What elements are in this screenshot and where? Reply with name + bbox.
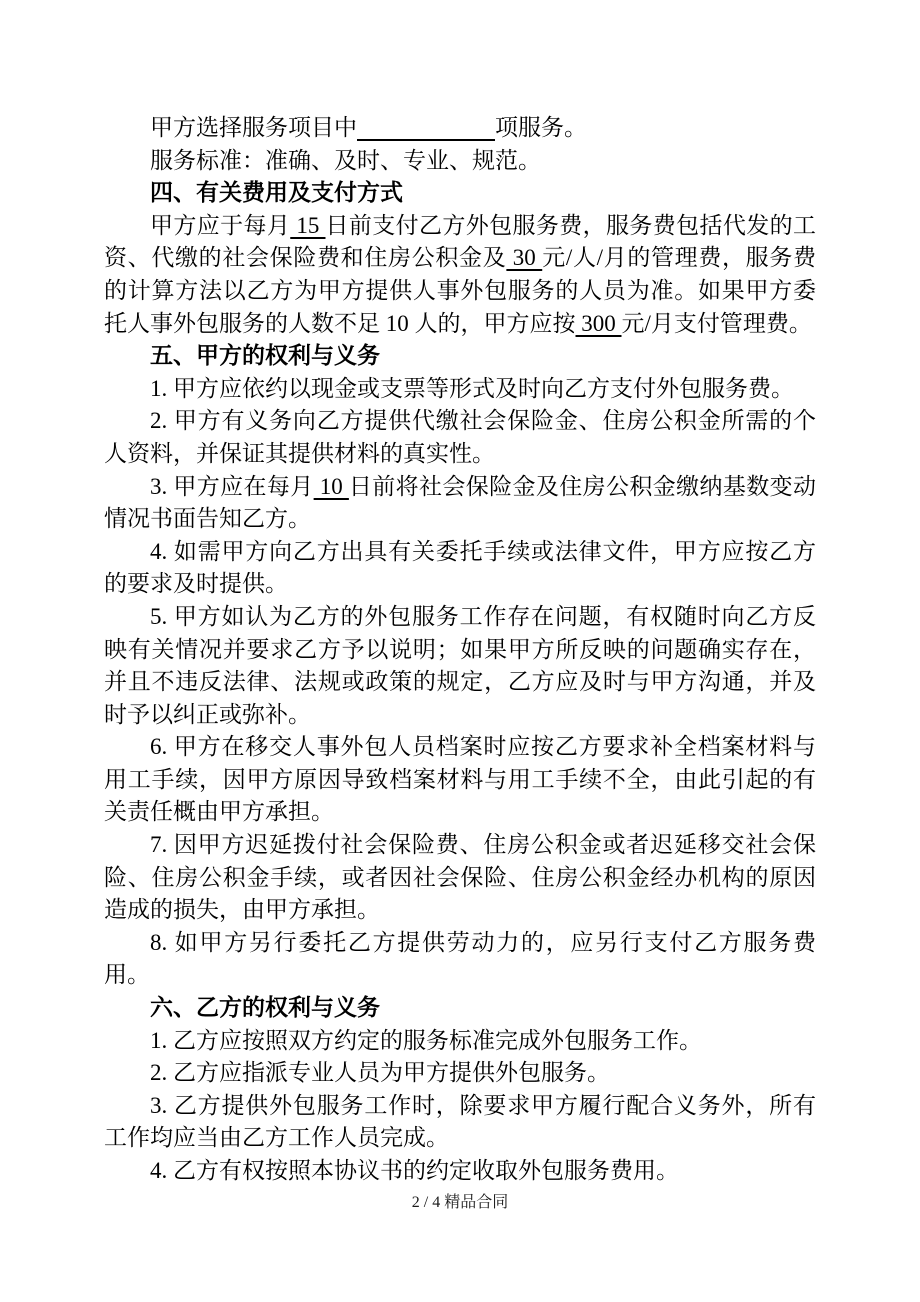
paragraph	[104, 536, 816, 601]
text-run: 6. 甲方在移交人事外包人员档案时应按乙方要求补全档案材料与用工手续，因甲方原因导致档案材料与用工手续不全，由此引起的有关责任概由甲方承担。	[104, 734, 816, 825]
text-run: 六、乙方的权利与义务	[150, 995, 380, 1021]
text-run: 项服务。	[495, 115, 587, 140]
text-run: 5. 甲方如认为乙方的外包服务工作存在问题，有权随时向乙方反映有关情况并要求乙方予以说明；如果甲方所反映的问题确实存在，并且不违反法律、法规或政策的规定，乙方应及时与甲方沟通，并及时予以纠正或弥补。	[104, 603, 816, 727]
section-heading	[104, 177, 816, 210]
paragraph	[104, 1155, 816, 1188]
text-run: 日前支付乙方外包服务费，服务费包括代发的工资、代缴的社会保险费和住房公积金及	[104, 212, 816, 271]
text-run: 元/月支付管理费。	[621, 310, 812, 336]
paragraph	[104, 405, 816, 470]
text-run: 3. 甲方应在每月	[150, 473, 314, 499]
text-run: 1. 乙方应按照双方约定的服务标准完成外包服务工作。	[150, 1027, 702, 1053]
text-run: 五、甲方的权利与义务	[150, 343, 380, 369]
paragraph	[104, 471, 816, 536]
text-run: 3. 乙方提供外包服务工作时，除要求甲方履行配合义务外，所有工作均应当由乙方工作人员完成。	[104, 1092, 816, 1151]
paragraph	[104, 112, 816, 145]
paragraph	[104, 145, 816, 178]
section-heading	[104, 992, 816, 1025]
underlined-value: 10	[313, 473, 349, 499]
paragraph	[104, 927, 816, 992]
text-run: 甲方应于每月	[150, 212, 291, 238]
text-run: 2. 乙方应指派专业人员为甲方提供外包服务。	[150, 1060, 610, 1086]
page-footer	[0, 1193, 920, 1213]
paragraph	[104, 210, 816, 340]
underlined-value: 15	[290, 212, 326, 238]
paragraph	[104, 373, 816, 406]
text-run: 8. 如甲方另行委托乙方提供劳动力的，应另行支付乙方服务费用。	[104, 929, 816, 988]
text-run: 甲方选择服务项目中	[150, 115, 357, 140]
underlined-value: 300	[575, 310, 622, 336]
paragraph	[104, 829, 816, 927]
paragraph	[104, 1057, 816, 1090]
text-run: 1. 甲方应依约以现金或支票等形式及时向乙方支付外包服务费。	[150, 375, 794, 401]
text-run: 4. 如需甲方向乙方出具有关委托手续或法律文件，甲方应按乙方的要求及时提供。	[104, 538, 816, 597]
text-run: 7. 因甲方迟延拨付社会保险费、住房公积金或者迟延移交社会保险、住房公积金手续，或者因社会保险、住房公积金经办机构的原因造成的损失，由甲方承担。	[104, 832, 816, 923]
paragraph	[104, 731, 816, 829]
underlined-value: 30	[506, 245, 543, 271]
paragraph	[104, 1025, 816, 1058]
text-run: 元/人/月的管理费，服务费的计算方法以乙方为甲方提供人事外包服务的人员为准。如果甲方委托人事外包服务的人数不足 10 人的，甲方应按	[104, 245, 817, 336]
text-run: 2. 甲方有义务向乙方提供代缴社会保险金、住房公积金所需的个人资料，并保证其提供材料的真实性。	[104, 408, 816, 466]
paragraph	[104, 601, 816, 731]
text-run: 日前将社会保险金及住房公积金缴纳基数变动情况书面告知乙方。	[104, 473, 816, 532]
fill-in-blank	[357, 115, 495, 140]
text-run: 四、有关费用及支付方式	[150, 180, 403, 206]
document-body	[104, 112, 816, 1188]
text-run: 服务标准：准确、及时、专业、规范。	[150, 147, 541, 173]
paragraph	[104, 1090, 816, 1155]
footer-page-indicator: 2 / 4 精品合同	[411, 1194, 509, 1211]
text-run: 4. 乙方有权按照本协议书的约定收取外包服务费用。	[150, 1158, 679, 1183]
section-heading	[104, 340, 816, 373]
